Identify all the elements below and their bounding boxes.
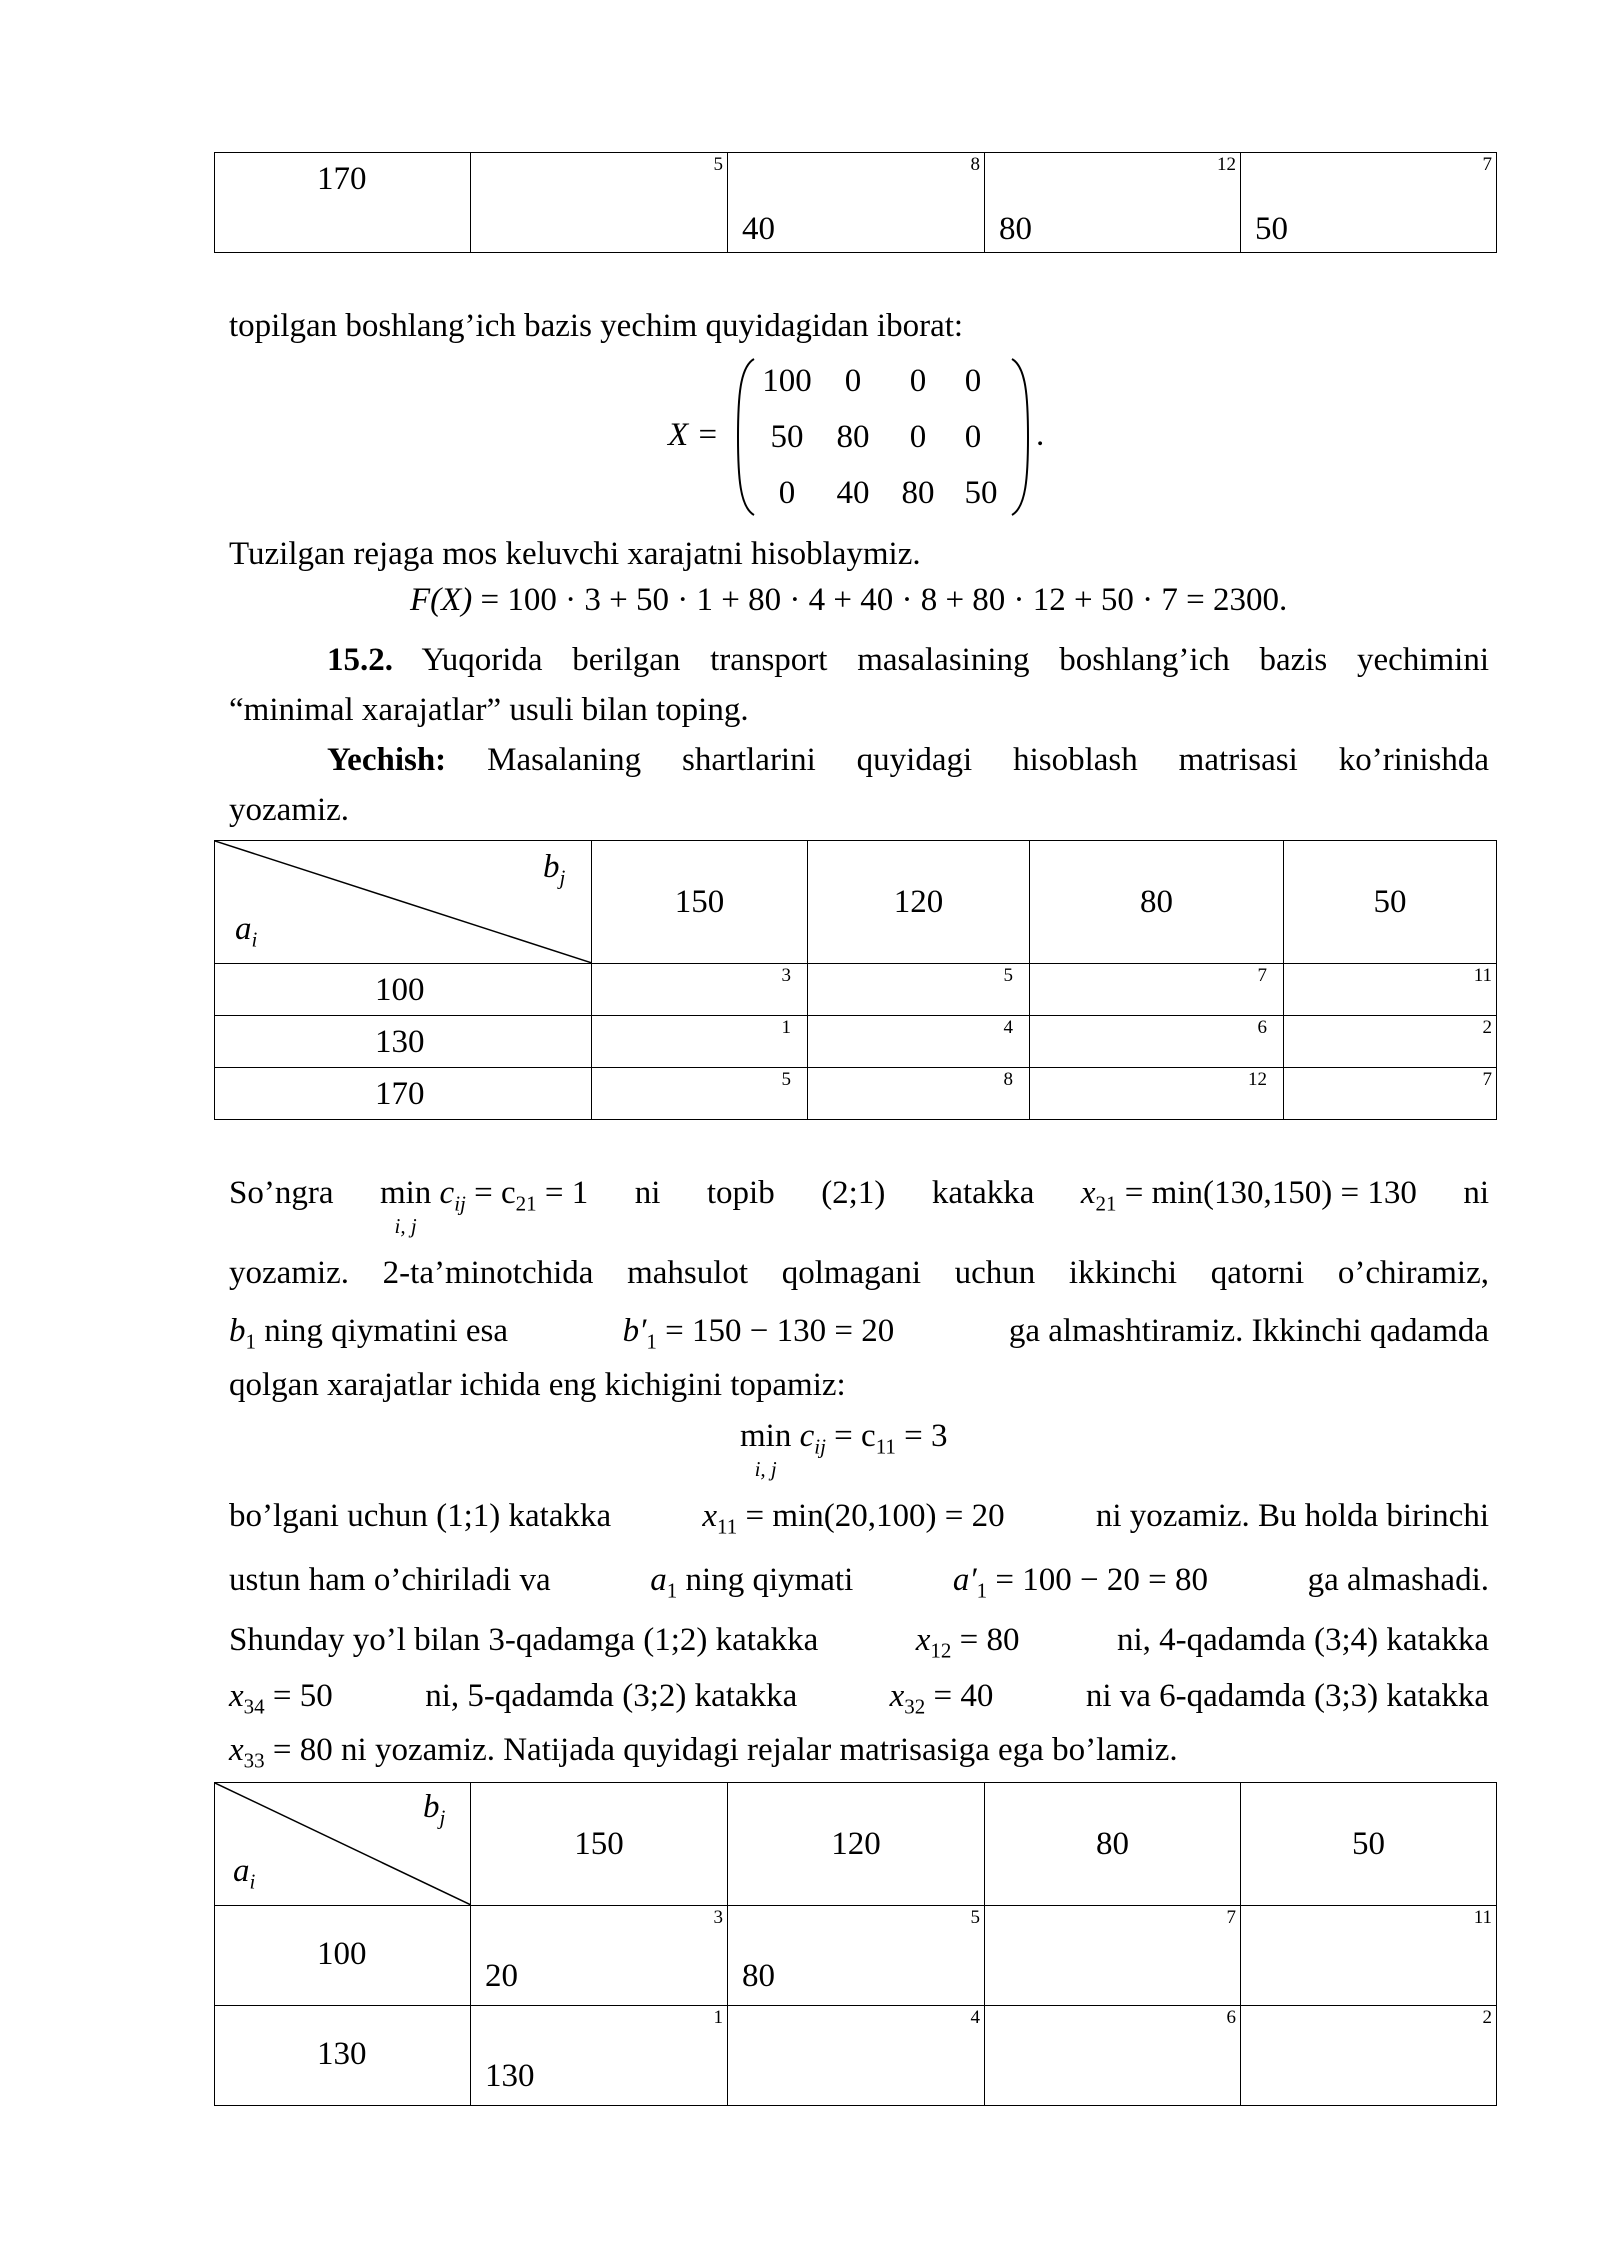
cost-value: 7 xyxy=(1257,965,1267,986)
para3-line-2: yozamiz. 2-ta’minotchida mahsulot qolmagani uchun ikkinchi qatorni o’chiramiz, xyxy=(229,1255,1489,1291)
table-cell xyxy=(471,2006,728,2106)
matrix-cell: 50 xyxy=(770,419,804,455)
cost-value: 7 xyxy=(1226,1907,1236,1928)
table-cell xyxy=(1284,964,1497,1016)
para4-line-4: $x_{34} = 50$ ni, 5-qadamda (3;2) katakka $x_{32} = 40$ ni va 6-qadamda (3;3) katakka xyxy=(229,1678,1489,1719)
paragraph-1: topilgan boshlang’ich bazis yechim quyidagidan iborat: xyxy=(229,308,964,344)
cost-value: 1 xyxy=(781,1017,791,1038)
cost-value: 11 xyxy=(1473,1907,1492,1928)
demand-value: 150 xyxy=(674,883,725,920)
alloc-value: 80 xyxy=(742,1958,775,1994)
word: topib xyxy=(706,1175,775,1211)
plan-table xyxy=(214,1782,1497,2106)
problem-line-2: “minimal xarajatlar” usuli bilan toping. xyxy=(229,692,749,728)
cost-value: 4 xyxy=(970,2007,980,2028)
a-label: $a_i$ xyxy=(235,911,258,952)
table-cell xyxy=(1030,1016,1284,1068)
word: (2;1) xyxy=(821,1175,886,1211)
demand-cell xyxy=(985,1783,1241,1906)
demand-cell xyxy=(471,1783,728,1906)
cost-value: 12 xyxy=(1248,1069,1267,1090)
table-row xyxy=(215,964,1497,1016)
word: So’ngra xyxy=(229,1175,334,1211)
table-cell xyxy=(728,1906,985,2006)
matrix-cell: 40 xyxy=(836,475,870,511)
table-cell xyxy=(728,2006,985,2106)
table-cell xyxy=(471,1906,728,2006)
table-cell xyxy=(1284,1068,1497,1120)
demand-cell xyxy=(592,841,808,964)
b-label: $b_j$ xyxy=(423,1789,446,1830)
problem-number: 15.2. xyxy=(327,642,393,678)
matrix-cell: 0 xyxy=(964,419,982,455)
alloc-value: 20 xyxy=(485,1958,518,1994)
solution-line-2: yozamiz. xyxy=(229,792,350,828)
table-cell xyxy=(1241,2006,1497,2106)
matrix-cell: 100 xyxy=(762,363,812,399)
table-cell xyxy=(808,964,1030,1016)
demand-cell xyxy=(808,841,1030,964)
demand-cell xyxy=(1030,841,1284,964)
cost-value: 4 xyxy=(1003,1017,1013,1038)
para4-line-1: bo’lgani uchun (1;1) katakka $x_{11} = \min(20,100) = 20$ ni yozamiz. Bu holda birinchi xyxy=(229,1498,1489,1539)
min-formula: min i, j $c_{ij} = c_{21} = 1$ xyxy=(379,1175,589,1238)
x21-formula: $x_{21} = \min(130,150) = 130$ xyxy=(1080,1175,1417,1216)
supply-cell xyxy=(215,2006,471,2106)
table-cell xyxy=(985,2006,1241,2106)
matrix-period: . xyxy=(1036,417,1045,453)
supply-value: 100 xyxy=(375,972,425,1008)
matrix-cell: 80 xyxy=(901,475,935,511)
table-row xyxy=(215,2006,1497,2106)
supply-value: 170 xyxy=(375,1076,425,1112)
demand-cell xyxy=(728,1783,985,1906)
table-cell xyxy=(1241,153,1497,253)
right-paren xyxy=(1010,357,1030,517)
supply-value: 130 xyxy=(375,1024,425,1060)
matrix-cell: 80 xyxy=(836,419,870,455)
matrix-cell: 50 xyxy=(964,475,998,511)
demand-value: 150 xyxy=(574,1825,624,1862)
diagonal-line xyxy=(215,841,592,963)
problem-text-1: Yuqorida berilgan transport masalasining boshlang’ich bazis yechimini xyxy=(421,642,1489,678)
problem-line-1 xyxy=(327,644,1489,677)
table-row xyxy=(215,1906,1497,2006)
supply-value: 130 xyxy=(317,2036,367,2072)
demand-value: 80 xyxy=(1096,1825,1129,1862)
demand-value: 120 xyxy=(893,883,944,920)
table-cell xyxy=(1284,1016,1497,1068)
supply-cell xyxy=(215,964,592,1016)
table-cell xyxy=(985,153,1241,253)
matrix-cell: 0 xyxy=(844,363,862,399)
formula-rhs: = 100 · 3 + 50 · 1 + 80 · 4 + 40 · 8 + 80 · 12 + 50 · 7 = 2300. xyxy=(480,582,1288,618)
cost-formula xyxy=(410,584,1287,617)
center-formula: min i, j $c_{ij} = c_{11} = 3$ xyxy=(740,1418,948,1481)
supply-value: 170 xyxy=(317,161,367,197)
demand-value: 120 xyxy=(831,1825,881,1862)
para3-line-1 xyxy=(229,1175,1489,1238)
cost-value: 2 xyxy=(1482,1017,1492,1038)
supply-cell xyxy=(215,1068,592,1120)
paragraph-2: Tuzilgan rejaga mos keluvchi xarajatni hisoblaymiz. xyxy=(229,536,921,572)
demand-cell xyxy=(1284,841,1497,964)
corner-cell xyxy=(215,1783,471,1906)
cost-value: 7 xyxy=(1482,1069,1492,1090)
cost-value: 11 xyxy=(1473,965,1492,986)
para4-line-5: $x_{33} = 80$ ni yozamiz. Natijada quyidagi rejalar matrisasiga ega bo’lamiz. xyxy=(229,1732,1178,1773)
table-cell xyxy=(1030,964,1284,1016)
para3-line-3: $b_1$ ning qiymatini esa $b'_1 = 150 - 130 = 20$ ga almashtiramiz. Ikkinchi qadamda xyxy=(229,1313,1489,1354)
matrix-cell: 0 xyxy=(964,363,982,399)
table-cell xyxy=(808,1016,1030,1068)
table-cell xyxy=(985,1906,1241,2006)
cost-value: 2 xyxy=(1482,2007,1492,2028)
cost-value: 5 xyxy=(713,154,723,175)
table-cell xyxy=(728,153,985,253)
para4-line-2: ustun ham o’chiriladi va $a_1$ ning qiymati $a'_1 = 100 - 20 = 80$ ga almashadi. xyxy=(229,1562,1489,1603)
para3-line-4: qolgan xarajatlar ichida eng kichigini topamiz: xyxy=(229,1367,846,1403)
supply-value: 100 xyxy=(317,1936,367,1972)
table-cell xyxy=(592,964,808,1016)
solution-text-1: Masalaning shartlarini quyidagi hisoblash matrisasi ko’rinishda xyxy=(487,742,1490,778)
cost-table xyxy=(214,840,1497,1120)
supply-cell xyxy=(215,1906,471,2006)
cost-value: 5 xyxy=(1003,965,1013,986)
matrix-x xyxy=(668,355,1048,520)
cost-value: 8 xyxy=(970,154,980,175)
table-cell xyxy=(1030,1068,1284,1120)
a-label: $a_i$ xyxy=(233,1853,256,1894)
formula-lhs: F(X) xyxy=(410,582,473,618)
table-row xyxy=(215,1068,1497,1120)
alloc-value: 50 xyxy=(1255,211,1288,247)
demand-cell xyxy=(1241,1783,1497,1906)
top-table xyxy=(214,152,1497,253)
corner-cell xyxy=(215,841,592,964)
cost-value: 6 xyxy=(1257,1017,1267,1038)
cost-value: 3 xyxy=(713,1907,723,1928)
word: ni xyxy=(1463,1175,1489,1211)
matrix-lhs: X = xyxy=(668,417,719,453)
para4-line-3: Shunday yo’l bilan 3-qadamga (1;2) katakka $x_{12} = 80$ ni, 4-qadamda (3;4) katakka xyxy=(229,1622,1489,1663)
b-label: $b_j$ xyxy=(543,849,566,890)
cost-value: 5 xyxy=(970,1907,980,1928)
solution-line-1 xyxy=(327,744,1489,777)
word: katakka xyxy=(931,1175,1035,1211)
table-cell xyxy=(592,1016,808,1068)
cost-value: 12 xyxy=(1217,154,1236,175)
matrix-cell: 0 xyxy=(778,475,796,511)
supply-cell xyxy=(215,153,471,253)
alloc-value: 130 xyxy=(485,2058,535,2094)
alloc-value: 40 xyxy=(742,211,775,247)
cost-value: 3 xyxy=(781,965,791,986)
supply-cell xyxy=(215,1016,592,1068)
matrix-cell: 0 xyxy=(909,419,927,455)
word: ni xyxy=(634,1175,661,1211)
cost-value: 1 xyxy=(713,2007,723,2028)
table-cell xyxy=(808,1068,1030,1120)
demand-value: 50 xyxy=(1373,883,1407,920)
cost-value: 5 xyxy=(781,1069,791,1090)
table-cell xyxy=(592,1068,808,1120)
solution-label: Yechish: xyxy=(327,742,447,778)
table-cell xyxy=(1241,1906,1497,2006)
matrix-cell: 0 xyxy=(909,363,927,399)
table-cell xyxy=(471,153,728,253)
table-row xyxy=(215,1016,1497,1068)
cost-value: 7 xyxy=(1482,154,1492,175)
alloc-value: 80 xyxy=(999,211,1032,247)
demand-value: 80 xyxy=(1140,883,1173,920)
cost-value: 8 xyxy=(1003,1069,1013,1090)
cost-value: 6 xyxy=(1226,2007,1236,2028)
demand-value: 50 xyxy=(1352,1825,1385,1862)
